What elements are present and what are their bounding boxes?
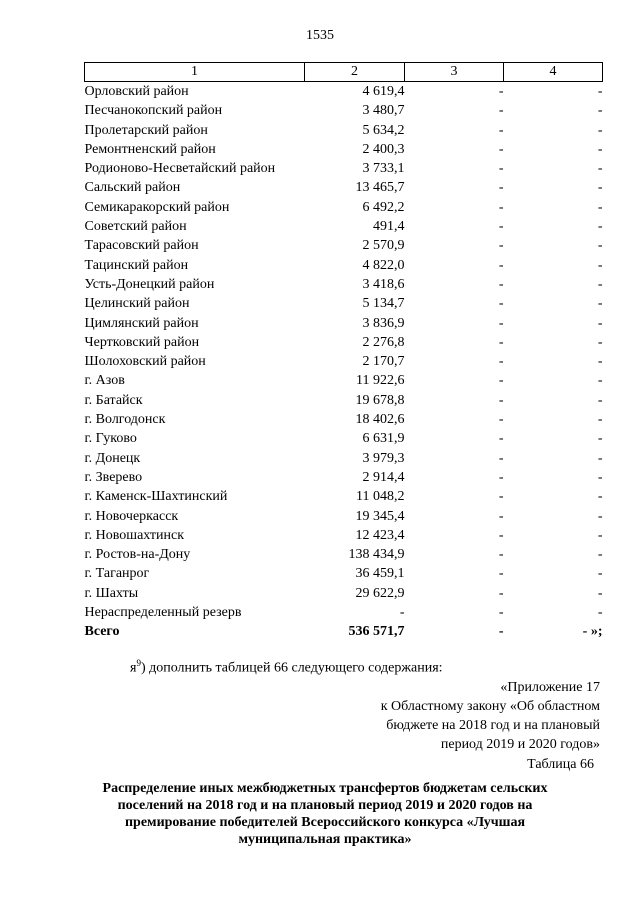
amount-value: 3 836,9 [362, 315, 405, 331]
page-number: 1535 [306, 28, 334, 43]
district-name: Ремонтненский район [84, 141, 216, 157]
appendix-line: «Приложение 17 [500, 680, 600, 695]
title-line: премирование победителей Всероссийского конкурса «Лучшая [124, 815, 526, 830]
appendix-line: к Областному закону «Об областном [380, 699, 600, 714]
district-name: Советский район [84, 219, 187, 235]
amount-value: 11 922,6 [356, 373, 405, 389]
table-row [85, 236, 603, 255]
column4-value: - [597, 354, 603, 370]
amount-value: 13 465,7 [355, 180, 405, 196]
column3-value: - [498, 469, 504, 485]
column3-value: - [498, 103, 504, 119]
amount-value: 3 733,1 [362, 161, 405, 177]
column4-value: - [597, 315, 603, 331]
column-header: 4 [504, 63, 603, 82]
column4-value: - [597, 392, 603, 408]
table-label: Таблица 66 [527, 757, 594, 772]
amount-value: 536 571,7 [348, 624, 405, 640]
district-name: Шолоховский район [84, 354, 206, 370]
amount-value: 2 276,8 [362, 334, 405, 350]
column4-value: - »; [582, 624, 603, 640]
table-row [85, 352, 603, 371]
amount-value: 2 170,7 [362, 354, 405, 370]
amount-value: 3 418,6 [362, 276, 405, 292]
district-name: Нераспределенный резерв [84, 605, 242, 621]
district-name: Сальский район [84, 180, 181, 196]
district-name: г. Зверево [84, 469, 143, 485]
column4-value: - [597, 566, 603, 582]
column3-value: - [498, 334, 504, 350]
table-row [85, 82, 603, 102]
district-name: г. Батайск [84, 392, 143, 408]
column4-value: - [597, 257, 603, 273]
district-name: Пролетарский район [84, 122, 208, 138]
amount-value: 11 048,2 [356, 489, 405, 505]
table-row [85, 564, 603, 583]
column3-value: - [498, 257, 504, 273]
table-row [85, 140, 603, 159]
amount-value: 12 423,4 [355, 527, 405, 543]
table-row [85, 603, 603, 622]
district-name: Всего [84, 624, 120, 640]
table-row [85, 101, 603, 120]
column3-value: - [498, 431, 504, 447]
column3-value: - [498, 276, 504, 292]
district-name: Родионово-Несветайский район [84, 161, 276, 177]
column3-value: - [498, 566, 504, 582]
table-row [85, 545, 603, 564]
amount-value: 4 619,4 [362, 84, 405, 99]
amendment-body: ) дополнить таблицей 66 следующего содержания: [140, 660, 443, 676]
column4-value: - [597, 508, 603, 524]
district-name: г. Азов [84, 373, 125, 389]
column4-value: - [597, 412, 603, 428]
column3-value: - [498, 392, 504, 408]
district-name: Орловский район [84, 84, 189, 99]
table-row [85, 371, 603, 390]
table-row [85, 275, 603, 294]
table-row [85, 198, 603, 217]
district-name: г. Гуково [84, 431, 137, 447]
table-row [85, 468, 603, 487]
district-name: г. Шахты [84, 585, 139, 601]
column3-value: - [498, 296, 504, 312]
amount-value: - [399, 605, 405, 621]
amendment-superscript: 9 [136, 658, 141, 668]
table-row [85, 410, 603, 429]
column4-value: - [597, 431, 603, 447]
table-row [85, 391, 603, 410]
column3-value: - [498, 238, 504, 254]
district-name: Семикаракорский район [84, 199, 230, 215]
column3-value: - [498, 354, 504, 370]
column3-value: - [498, 508, 504, 524]
amendment-prefix: я [130, 660, 137, 676]
column4-value: - [597, 469, 603, 485]
district-name: Чертковский район [84, 334, 200, 350]
amendment-text [130, 658, 443, 677]
column3-value: - [498, 122, 504, 138]
table-header-row [85, 63, 603, 82]
column4-value: - [597, 122, 603, 138]
total-row [85, 622, 603, 641]
table-row [85, 217, 603, 236]
column4-value: - [597, 489, 603, 505]
column3-value: - [498, 161, 504, 177]
column3-value: - [498, 412, 504, 428]
district-name: г. Новочеркасск [84, 508, 179, 524]
district-name: Тарасовский район [84, 238, 199, 254]
table-row [85, 429, 603, 448]
column4-value: - [597, 334, 603, 350]
table-row [85, 526, 603, 545]
column4-value: - [597, 605, 603, 621]
amount-value: 29 622,9 [355, 585, 405, 601]
district-name: г. Таганрог [84, 566, 150, 582]
column3-value: - [498, 199, 504, 215]
column4-value: - [597, 103, 603, 119]
column4-value: - [597, 84, 603, 99]
column-header: 2 [305, 63, 405, 82]
district-name: г. Волгодонск [84, 412, 166, 428]
district-name: Песчанокопский район [84, 103, 223, 119]
title-line: Распределение иных межбюджетных трансфертов бюджетам сельских [102, 781, 548, 796]
column3-value: - [498, 180, 504, 196]
amount-value: 3 979,3 [362, 450, 405, 466]
amount-value: 6 492,2 [362, 199, 405, 215]
district-name: Цимлянский район [84, 315, 199, 331]
amount-value: 36 459,1 [355, 566, 405, 582]
title-line: поселений на 2018 год и на плановый период 2019 и 2020 годов на [117, 798, 533, 813]
column4-value: - [597, 276, 603, 292]
column4-value: - [597, 373, 603, 389]
column4-value: - [597, 238, 603, 254]
amount-value: 19 678,8 [355, 392, 405, 408]
title-line: муниципальная практика» [238, 832, 412, 847]
amount-value: 5 634,2 [362, 122, 405, 138]
amount-value: 5 134,7 [362, 296, 405, 312]
table-row [85, 487, 603, 506]
column4-value: - [597, 585, 603, 601]
column4-value: - [597, 180, 603, 196]
amount-value: 6 631,9 [362, 431, 405, 447]
column3-value: - [498, 624, 504, 640]
column4-value: - [597, 450, 603, 466]
amount-value: 2 570,9 [362, 238, 405, 254]
table-row [85, 178, 603, 197]
column3-value: - [498, 219, 504, 235]
column4-value: - [597, 219, 603, 235]
table-row [85, 294, 603, 313]
amount-value: 2 400,3 [362, 141, 405, 157]
column4-value: - [597, 296, 603, 312]
table-row [85, 159, 603, 178]
column3-value: - [498, 527, 504, 543]
table-row [85, 507, 603, 526]
amount-value: 3 480,7 [362, 103, 405, 119]
column4-value: - [597, 199, 603, 215]
table-row [85, 256, 603, 275]
column3-value: - [498, 547, 504, 563]
table-row [85, 449, 603, 468]
district-name: г. Ростов-на-Дону [84, 547, 191, 563]
column3-value: - [498, 489, 504, 505]
appendix-line: период 2019 и 2020 годов» [440, 737, 600, 752]
district-name: г. Каменск-Шахтинский [84, 489, 228, 505]
district-name: Усть-Донецкий район [84, 276, 215, 292]
column3-value: - [498, 585, 504, 601]
column3-value: - [498, 605, 504, 621]
column4-value: - [597, 527, 603, 543]
amount-value: 4 822,0 [362, 257, 405, 273]
column3-value: - [498, 84, 504, 99]
table-row [85, 584, 603, 603]
table-title [90, 780, 560, 848]
appendix-reference [340, 678, 600, 754]
budget-table [84, 62, 603, 642]
column-header: 1 [85, 63, 305, 82]
column3-value: - [498, 315, 504, 331]
column4-value: - [597, 161, 603, 177]
column-header: 3 [405, 63, 504, 82]
amount-value: 491,4 [373, 219, 405, 235]
table-row [85, 314, 603, 333]
district-name: Тацинский район [84, 257, 189, 273]
appendix-line: бюджете на 2018 год и на плановый [386, 718, 600, 733]
table-row [85, 121, 603, 140]
column3-value: - [498, 373, 504, 389]
amount-value: 2 914,4 [362, 469, 405, 485]
table-row [85, 333, 603, 352]
amount-value: 138 434,9 [348, 547, 405, 563]
column3-value: - [498, 450, 504, 466]
column4-value: - [597, 547, 603, 563]
district-name: г. Донецк [84, 450, 141, 466]
column4-value: - [597, 141, 603, 157]
amount-value: 19 345,4 [355, 508, 405, 524]
district-name: Целинский район [84, 296, 190, 312]
column3-value: - [498, 141, 504, 157]
district-name: г. Новошахтинск [84, 527, 185, 543]
amount-value: 18 402,6 [355, 412, 405, 428]
